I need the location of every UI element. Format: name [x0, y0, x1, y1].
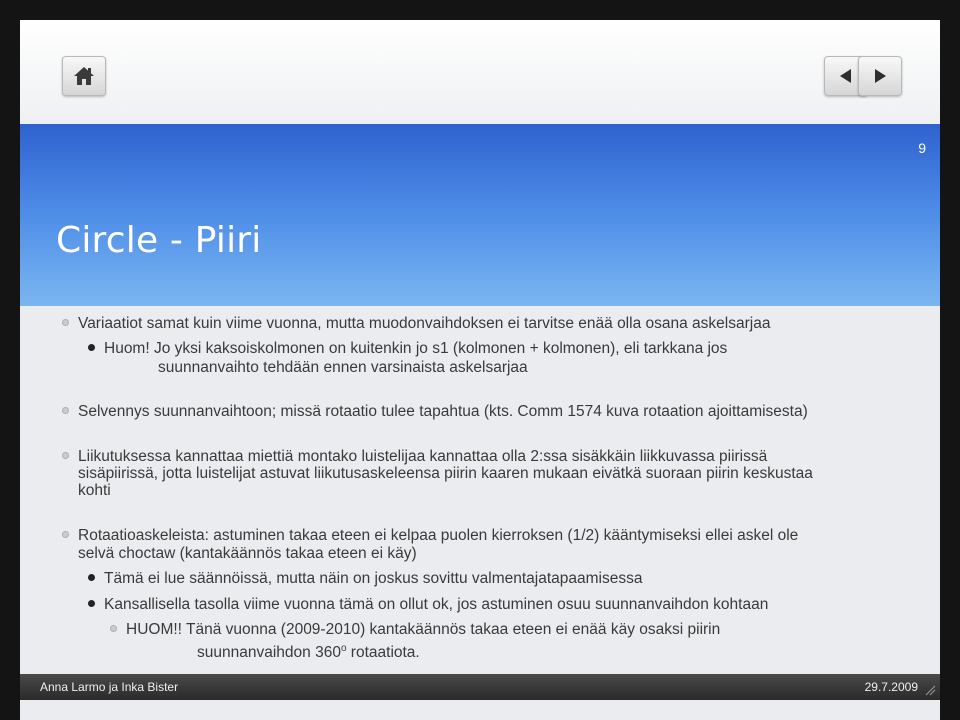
bullet-text: Kansallisella tasolla viime vuonna tämä on ollut ok, jos astuminen osuu suunnanvaihdon kohtaan	[104, 596, 769, 613]
bullet-text: kohti	[78, 482, 111, 499]
resize-grip-icon	[924, 684, 936, 696]
bullet-dot-icon	[62, 319, 69, 326]
slide-number: 9	[918, 140, 926, 156]
bullet-item	[104, 339, 727, 358]
bullet-continuation	[78, 464, 813, 483]
slide-title: Circle - Piiri	[56, 220, 262, 261]
bullet-text: Selvennys suunnanvaihtoon; missä rotaatio tulee tapahtua (kts. Comm 1574 kuva rotaation ajoittamisesta)	[78, 403, 808, 420]
bullet-text: suunnanvaihdon 360	[197, 644, 341, 662]
bullet-text: Variaatiot samat kuin viime vuonna, mutta muodonvaihdoksen ei tarvitse enää olla osana askelsarjaa	[78, 315, 771, 332]
bullet-dot-icon	[88, 574, 95, 581]
bullet-text: Liikutuksessa kannattaa miettiä montako luistelijaa kannattaa olla 2:ssa sisäkkäin liikkuvassa piirissä	[78, 448, 768, 465]
arrow-right-icon	[871, 67, 889, 85]
bullet-continuation	[78, 544, 417, 563]
bullet-item	[104, 595, 768, 614]
bullet-text: suunnanvaihto tehdään ennen varsinaista askelsarjaa	[158, 359, 528, 376]
home-button[interactable]	[62, 56, 106, 96]
degree-superscript: o	[340, 643, 347, 654]
bullet-text: rotaatiota.	[346, 644, 420, 662]
bullet-continuation	[197, 639, 420, 662]
slide-header	[20, 124, 940, 306]
bullet-continuation	[78, 481, 111, 500]
bullet-continuation	[158, 358, 528, 377]
footer-author: Anna Larmo ja Inka Bister	[40, 680, 179, 694]
footer-date: 29.7.2009	[864, 680, 918, 694]
bullet-text: sisäpiirissä, jotta luistelijat astuvat liikutusaskeleensa piirin kaaren mukaan eivätkä suoraan piirin keskustaa	[78, 465, 813, 482]
bullet-text: Huom! Jo yksi kaksoiskolmonen on kuitenkin jo s1 (kolmonen + kolmonen), eli tarkkana jos	[104, 340, 728, 357]
bullet-dot-icon	[88, 600, 95, 607]
bullet-item	[78, 526, 798, 545]
bullet-item	[78, 314, 770, 333]
navigation-bar	[20, 20, 940, 124]
arrow-left-icon	[837, 67, 855, 85]
bullet-dot-icon	[88, 344, 95, 351]
slide-footer	[20, 674, 940, 700]
bullet-item	[104, 569, 642, 588]
bullet-dot-icon	[62, 452, 69, 459]
next-slide-button[interactable]	[858, 56, 902, 96]
slide	[20, 20, 940, 720]
bullet-item	[126, 620, 720, 639]
bullet-text: HUOM!! Tänä vuonna (2009-2010) kantakäännös takaa eteen ei enää käy osaksi piirin	[126, 621, 721, 638]
slide-content	[20, 306, 940, 666]
bullet-dot-icon	[62, 407, 69, 414]
bullet-dot-icon	[62, 531, 69, 538]
bullet-text: selvä choctaw (kantakäännös takaa eteen ei käy)	[78, 545, 417, 562]
home-icon	[72, 65, 96, 87]
bullet-text: Rotaatioaskeleista: astuminen takaa eteen ei kelpaa puolen kierroksen (1/2) kääntymiseksi ellei askel ole	[78, 527, 799, 544]
bullet-text: Tämä ei lue säännöissä, mutta näin on joskus sovittu valmentajatapaamisessa	[104, 570, 643, 587]
bullet-dot-icon	[110, 625, 117, 632]
bullet-item	[78, 402, 808, 421]
